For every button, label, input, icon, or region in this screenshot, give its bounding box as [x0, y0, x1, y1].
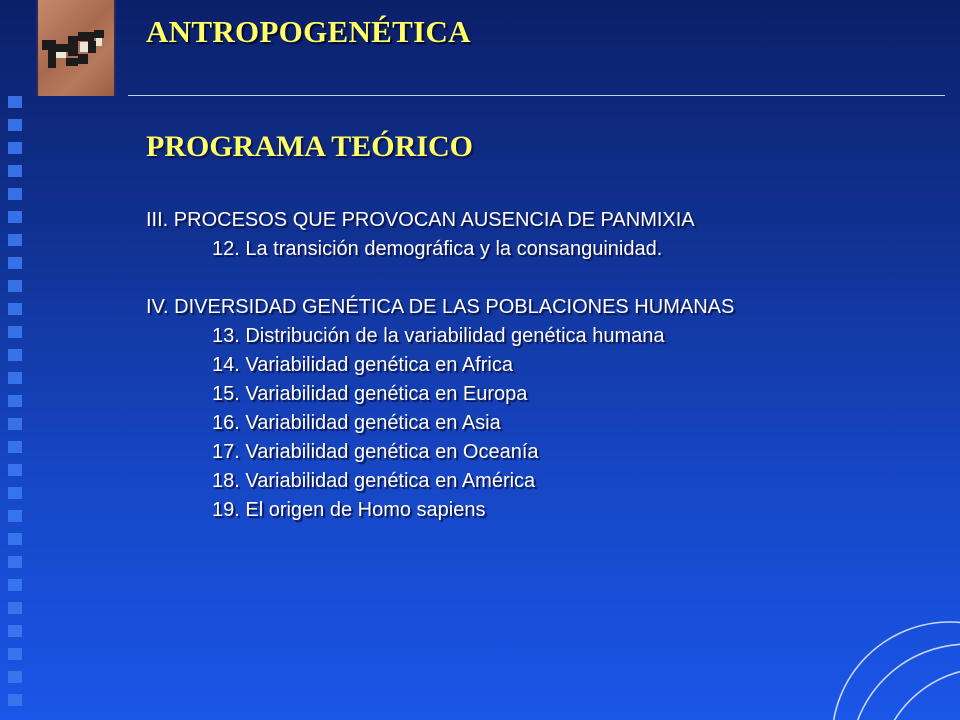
list-item: 19. El origen de Homo sapiens	[212, 499, 486, 521]
university-logo-icon	[36, 0, 116, 96]
list-item: 17. Variabilidad genética en Oceanía	[212, 441, 539, 463]
section-heading-iv: IV. DIVERSIDAD GENÉTICA DE LAS POBLACIONES HUMANAS	[146, 296, 735, 318]
decorative-squares-strip	[8, 96, 24, 716]
header-divider	[128, 95, 945, 96]
slide-title: ANTROPOGENÉTICA	[146, 14, 471, 49]
list-item: 12. La transición demográfica y la consanguinidad.	[212, 238, 663, 260]
list-item: 18. Variabilidad genética en América	[212, 470, 536, 492]
list-item: 14. Variabilidad genética en Africa	[212, 354, 513, 376]
section-spacer	[146, 264, 936, 293]
section-heading-iii: III. PROCESOS QUE PROVOCAN AUSENCIA DE PANMIXIA	[146, 209, 695, 231]
program-content	[146, 206, 936, 525]
list-item: 15. Variabilidad genética en Europa	[212, 383, 528, 405]
list-item: 16. Variabilidad genética en Asia	[212, 412, 501, 434]
decorative-arcs	[800, 590, 960, 720]
list-item: 13. Distribución de la variabilidad genética humana	[212, 325, 665, 347]
slide-subtitle: PROGRAMA TEÓRICO	[146, 130, 473, 163]
